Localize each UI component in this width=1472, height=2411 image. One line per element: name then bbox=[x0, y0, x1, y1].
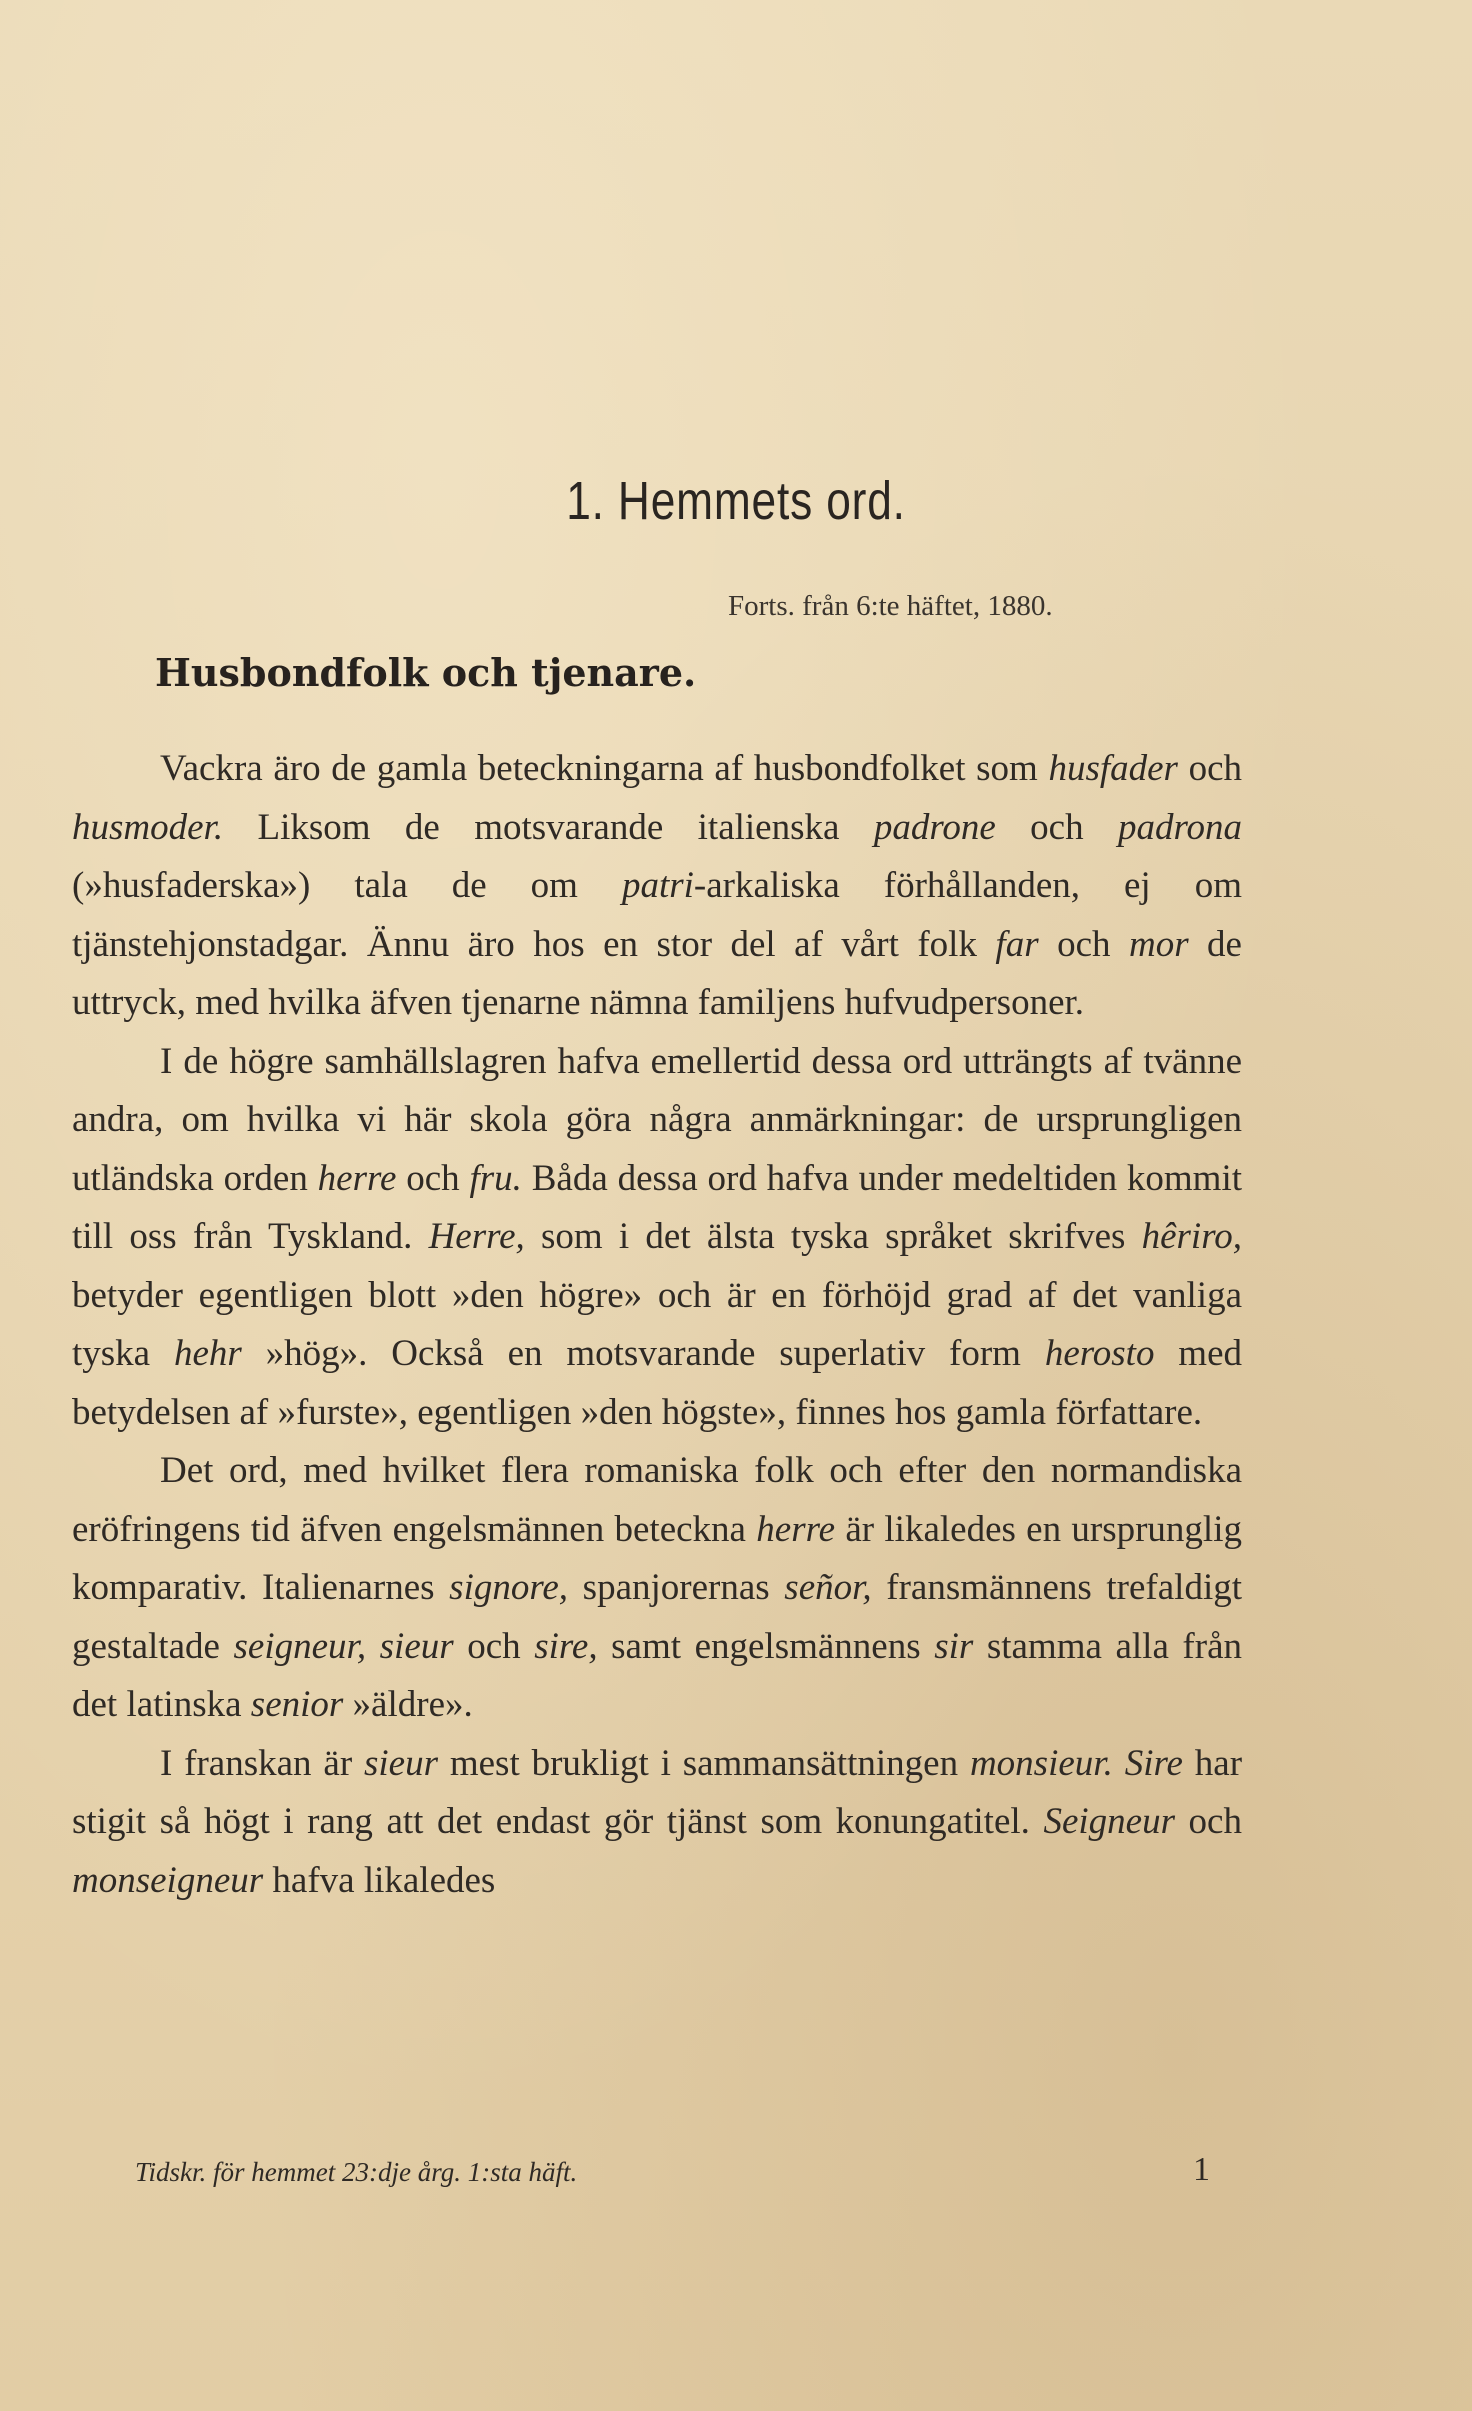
text-run: och bbox=[396, 1157, 470, 1199]
text-run: har stigit så högt i rang att det endast gör tjänst som konungatitel. bbox=[72, 1742, 1243, 1842]
italic-term: monseigneur bbox=[72, 1859, 264, 1901]
text-run: Vackra äro de gamla beteckningarna af husbondfolket som bbox=[160, 748, 1049, 789]
text-run: I de högre samhällslagren hafva emellertid dessa ord utträngts af tvänne andra, om hvilka vi här skola göra några anmärkningar: de ursprungligen utländska orden bbox=[72, 1040, 1242, 1199]
italic-term: sieur bbox=[379, 1625, 454, 1667]
italic-term: Seigneur bbox=[1043, 1801, 1175, 1842]
text-run: samt engelsmännens bbox=[597, 1625, 935, 1667]
text-run: med betydelsen af »furste», egentligen »den högste», finnes hos gamla författare. bbox=[72, 1333, 1243, 1433]
text-run: stamma alla från det latinska bbox=[72, 1625, 1242, 1725]
italic-term: patri bbox=[621, 865, 694, 906]
text-run: betyder egentligen blott »den högre» och är en förhöjd grad af det vanliga tyska bbox=[72, 1274, 1242, 1374]
italic-term: herosto bbox=[1044, 1333, 1155, 1374]
text-run bbox=[1113, 1743, 1125, 1784]
section-heading: Husbondfolk och tjenare. bbox=[155, 650, 697, 695]
italic-term: padrona bbox=[1117, 806, 1242, 848]
italic-term: sieur bbox=[364, 1742, 438, 1784]
paragraph bbox=[72, 740, 1242, 1033]
text-run: och bbox=[1177, 748, 1242, 789]
text-run: Båda dessa ord hafva under medeltiden kommit till oss från Tyskland. bbox=[72, 1157, 1242, 1257]
text-run: Det ord, med hvilket flera romaniska folk och efter den normandiska eröfringens tid äfven engelsmännen beteckna bbox=[72, 1450, 1242, 1550]
text-run: och bbox=[1175, 1801, 1242, 1842]
continuation-note: Forts. från 6:te häftet, 1880. bbox=[728, 590, 1053, 622]
italic-term: herre bbox=[756, 1508, 836, 1550]
text-run: och bbox=[453, 1625, 535, 1667]
italic-term: sire, bbox=[534, 1625, 598, 1667]
italic-term: senior bbox=[250, 1684, 344, 1725]
paragraph bbox=[72, 1442, 1242, 1735]
italic-term: far bbox=[995, 923, 1039, 965]
paragraph bbox=[72, 1735, 1242, 1911]
page-footer bbox=[135, 2151, 1210, 2188]
text-run: I franskan är bbox=[160, 1742, 364, 1784]
italic-term: fru. bbox=[469, 1157, 522, 1199]
chapter-title: 1. Hemmets ord. bbox=[566, 471, 906, 531]
text-run: fransmännens trefaldigt gestaltade bbox=[72, 1567, 1242, 1667]
text-run: (»husfaderska») tala de om bbox=[72, 865, 622, 906]
italic-term: seigneur, bbox=[233, 1625, 367, 1667]
text-run: hafva likaledes bbox=[263, 1859, 496, 1901]
text-run: Liksom de motsvarande italienska bbox=[223, 806, 874, 848]
italic-term: husmoder. bbox=[72, 806, 224, 848]
italic-term: husfader bbox=[1048, 748, 1178, 789]
text-run: och bbox=[1038, 923, 1129, 965]
page-number: 1 bbox=[1193, 2151, 1210, 2188]
italic-term: mor bbox=[1128, 923, 1189, 965]
paragraph bbox=[72, 1033, 1242, 1443]
italic-term: Sire bbox=[1124, 1742, 1183, 1784]
text-run: -arkaliska förhållanden, ej om tjänstehjonstadgar. Ännu äro hos en stor del af vårt folk bbox=[72, 865, 1242, 965]
text-run: är likaledes en ursprunglig komparativ. Italienarnes bbox=[72, 1508, 1242, 1608]
text-run: »hög». Också en motsvarande superlativ form bbox=[241, 1333, 1045, 1374]
italic-term: hêriro, bbox=[1141, 1216, 1242, 1257]
italic-term: signore, bbox=[449, 1567, 569, 1608]
italic-term: señor, bbox=[784, 1567, 872, 1608]
text-run: spanjorernas bbox=[568, 1567, 785, 1608]
italic-term: monsieur. bbox=[969, 1742, 1113, 1784]
printer-signature: Tidskr. för hemmet 23:dje årg. 1:sta häft. bbox=[135, 2157, 578, 2187]
text-run: »äldre». bbox=[343, 1684, 473, 1725]
italic-term: sir bbox=[934, 1625, 974, 1667]
text-run: och bbox=[995, 806, 1118, 848]
text-run bbox=[366, 1626, 380, 1667]
text-run: mest brukligt i sammansättningen bbox=[438, 1742, 970, 1784]
italic-term: hehr bbox=[173, 1333, 242, 1374]
italic-term: Herre, bbox=[428, 1216, 525, 1257]
italic-term: padrone bbox=[873, 806, 996, 848]
italic-term: herre bbox=[317, 1157, 397, 1199]
text-run: de uttryck, med hvilka äfven tjenarne nämna familjens hufvudpersoner. bbox=[72, 923, 1242, 1023]
text-run: som i det älsta tyska språket skrifves bbox=[524, 1216, 1142, 1257]
body-text bbox=[72, 740, 1242, 1910]
